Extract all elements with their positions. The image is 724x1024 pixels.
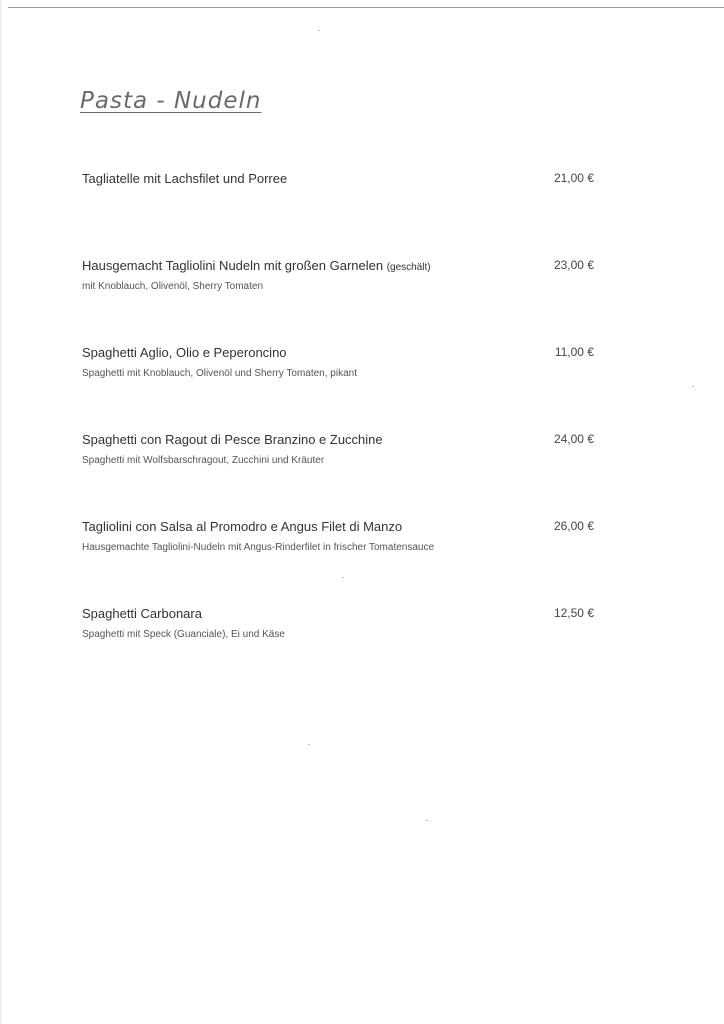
scan-speck	[692, 386, 694, 387]
menu-item-price: 23,00 €	[553, 258, 594, 272]
menu-item-description: Hausgemachte Tagliolini-Nudeln mit Angus-Rinderfilet in frischer Tomatensauce	[82, 542, 435, 553]
menu-item-name: Hausgemacht Tagliolini Nudeln mit großen Garnelen (geschält)	[82, 258, 431, 273]
menu-item-description: Spaghetti mit Speck (Guanciale), Ei und Käse	[82, 629, 285, 640]
menu-item	[82, 519, 594, 559]
menu-item-price: 26,00 €	[553, 519, 594, 533]
menu-item	[82, 345, 594, 385]
menu-item-price: 21,00 €	[553, 171, 594, 185]
menu-item	[82, 171, 594, 211]
menu-item-description: Spaghetti mit Wolfsbarschragout, Zucchini und Kräuter	[82, 455, 325, 466]
menu-section-title: Pasta - Nudeln	[80, 88, 262, 114]
menu-item-note: (geschält)	[386, 262, 431, 273]
scan-speck	[342, 577, 344, 578]
menu-item-name: Spaghetti con Ragout di Pesce Branzino e Zucchine	[82, 432, 383, 447]
menu-item-name: Tagliatelle mit Lachsfilet und Porree	[82, 171, 288, 186]
scan-speck	[426, 820, 428, 821]
scan-top-edge	[8, 7, 724, 8]
menu-item	[82, 432, 594, 472]
menu-item-price: 12,50 €	[553, 606, 594, 620]
menu-item-price: 11,00 €	[554, 345, 594, 359]
menu-item-price: 24,00 €	[553, 432, 594, 446]
scan-speck	[318, 30, 320, 31]
menu-item-description: Spaghetti mit Knoblauch, Olivenöl und Sherry Tomaten, pikant	[82, 368, 357, 379]
menu-item-name: Spaghetti Aglio, Olio e Peperoncino	[82, 345, 287, 360]
scan-left-edge	[0, 0, 2, 1024]
menu-item	[82, 606, 594, 646]
menu-item	[82, 258, 594, 298]
menu-item-name: Tagliolini con Salsa al Promodro e Angus Filet di Manzo	[82, 519, 403, 534]
scan-speck	[308, 744, 310, 745]
menu-item-description: mit Knoblauch, Olivenöl, Sherry Tomaten	[82, 281, 264, 292]
menu-item-name: Spaghetti Carbonara	[82, 606, 202, 621]
